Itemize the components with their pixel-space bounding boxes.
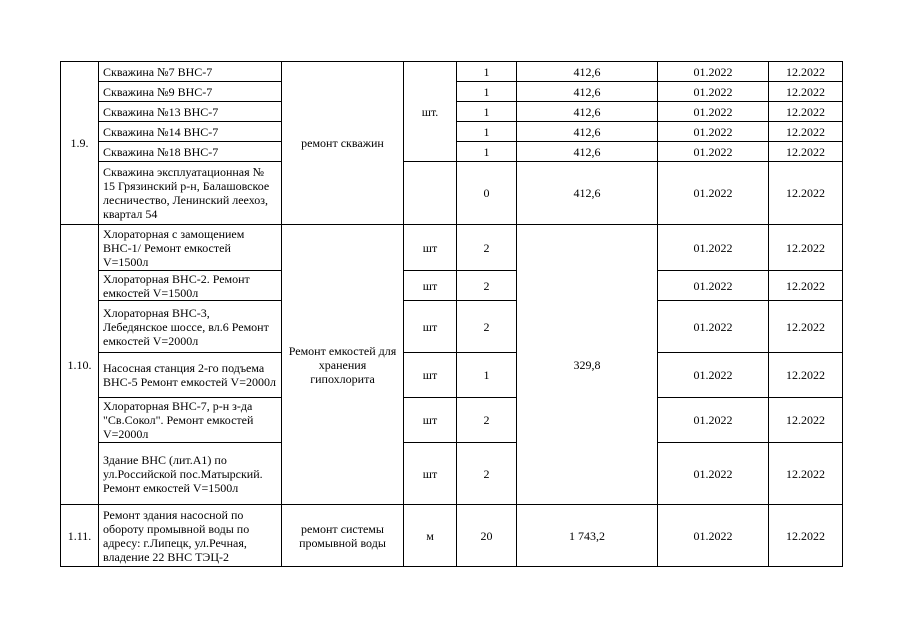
table-row (61, 162, 843, 225)
start-date: 01.2022 (658, 82, 769, 102)
cost: 412,6 (517, 122, 658, 142)
quantity: 2 (457, 225, 517, 271)
cost: 329,8 (517, 225, 658, 505)
start-date: 01.2022 (658, 62, 769, 82)
work-type: ремонт системы промывной воды (282, 505, 404, 567)
end-date: 12.2022 (769, 102, 843, 122)
end-date: 12.2022 (769, 225, 843, 271)
object-name: Здание ВНС (лит.А1) по ул.Российской пос.Матырский. Ремонт емкостей V=1500л (99, 443, 282, 505)
quantity: 20 (457, 505, 517, 567)
object-name: Хлораторная ВНС-3, Лебедянское шоссе, вл.6 Ремонт емкостей V=2000л (99, 301, 282, 353)
cost: 412,6 (517, 62, 658, 82)
start-date: 01.2022 (658, 443, 769, 505)
section-number: 1.9. (61, 62, 99, 225)
table-row (61, 225, 843, 271)
quantity: 1 (457, 142, 517, 162)
cost: 412,6 (517, 162, 658, 225)
unit: шт (404, 353, 457, 398)
end-date: 12.2022 (769, 353, 843, 398)
start-date: 01.2022 (658, 225, 769, 271)
table-row (61, 398, 843, 443)
section-number: 1.11. (61, 505, 99, 567)
work-type: Ремонт емкостей для хранения гипохлорита (282, 225, 404, 505)
end-date: 12.2022 (769, 398, 843, 443)
quantity: 0 (457, 162, 517, 225)
section-number: 1.10. (61, 225, 99, 505)
end-date: 12.2022 (769, 162, 843, 225)
start-date: 01.2022 (658, 162, 769, 225)
object-name: Скважина №9 ВНС-7 (99, 82, 282, 102)
unit (404, 162, 457, 225)
start-date: 01.2022 (658, 122, 769, 142)
unit: м (404, 505, 457, 567)
unit: шт (404, 398, 457, 443)
quantity: 1 (457, 62, 517, 82)
quantity: 1 (457, 122, 517, 142)
quantity: 2 (457, 301, 517, 353)
end-date: 12.2022 (769, 301, 843, 353)
work-type: ремонт скважин (282, 62, 404, 225)
table-row (61, 301, 843, 353)
table-row (61, 271, 843, 301)
cost: 412,6 (517, 82, 658, 102)
end-date: 12.2022 (769, 505, 843, 567)
start-date: 01.2022 (658, 271, 769, 301)
quantity: 2 (457, 443, 517, 505)
end-date: 12.2022 (769, 142, 843, 162)
start-date: 01.2022 (658, 353, 769, 398)
object-name: Хлораторная ВНС-2. Ремонт емкостей V=1500л (99, 271, 282, 301)
end-date: 12.2022 (769, 271, 843, 301)
quantity: 2 (457, 398, 517, 443)
start-date: 01.2022 (658, 301, 769, 353)
start-date: 01.2022 (658, 142, 769, 162)
works-table (60, 61, 843, 567)
object-name: Скважина эксплуатационная № 15 Грязинский р-н, Балашовское лесничество, Ленинский леехоз, квартал 54 (99, 162, 282, 225)
table-row (61, 443, 843, 505)
start-date: 01.2022 (658, 102, 769, 122)
object-name: Хлораторная с замощением ВНС-1/ Ремонт емкостей V=1500л (99, 225, 282, 271)
unit: шт (404, 301, 457, 353)
start-date: 01.2022 (658, 505, 769, 567)
object-name: Скважина №14 ВНС-7 (99, 122, 282, 142)
unit: шт (404, 225, 457, 271)
unit: шт (404, 271, 457, 301)
quantity: 1 (457, 353, 517, 398)
start-date: 01.2022 (658, 398, 769, 443)
cost: 412,6 (517, 142, 658, 162)
cost: 1 743,2 (517, 505, 658, 567)
quantity: 1 (457, 82, 517, 102)
table-row (61, 505, 843, 567)
object-name: Скважина №13 ВНС-7 (99, 102, 282, 122)
end-date: 12.2022 (769, 122, 843, 142)
object-name: Ремонт здания насосной по обороту промывной воды по адресу: г.Липецк, ул.Речная, владение 22 ВНС ТЭЦ-2 (99, 505, 282, 567)
object-name: Насосная станция 2-го подъема ВНС-5 Ремонт емкостей V=2000л (99, 353, 282, 398)
unit: шт (404, 443, 457, 505)
table-row (61, 353, 843, 398)
object-name: Скважина №18 ВНС-7 (99, 142, 282, 162)
table-row (61, 62, 843, 82)
object-name: Хлораторная ВНС-7, р-н з-да "Св.Сокол". Ремонт емкостей V=2000л (99, 398, 282, 443)
quantity: 1 (457, 102, 517, 122)
end-date: 12.2022 (769, 82, 843, 102)
quantity: 2 (457, 271, 517, 301)
unit: шт. (404, 62, 457, 162)
object-name: Скважина №7 ВНС-7 (99, 62, 282, 82)
end-date: 12.2022 (769, 443, 843, 505)
end-date: 12.2022 (769, 62, 843, 82)
cost: 412,6 (517, 102, 658, 122)
